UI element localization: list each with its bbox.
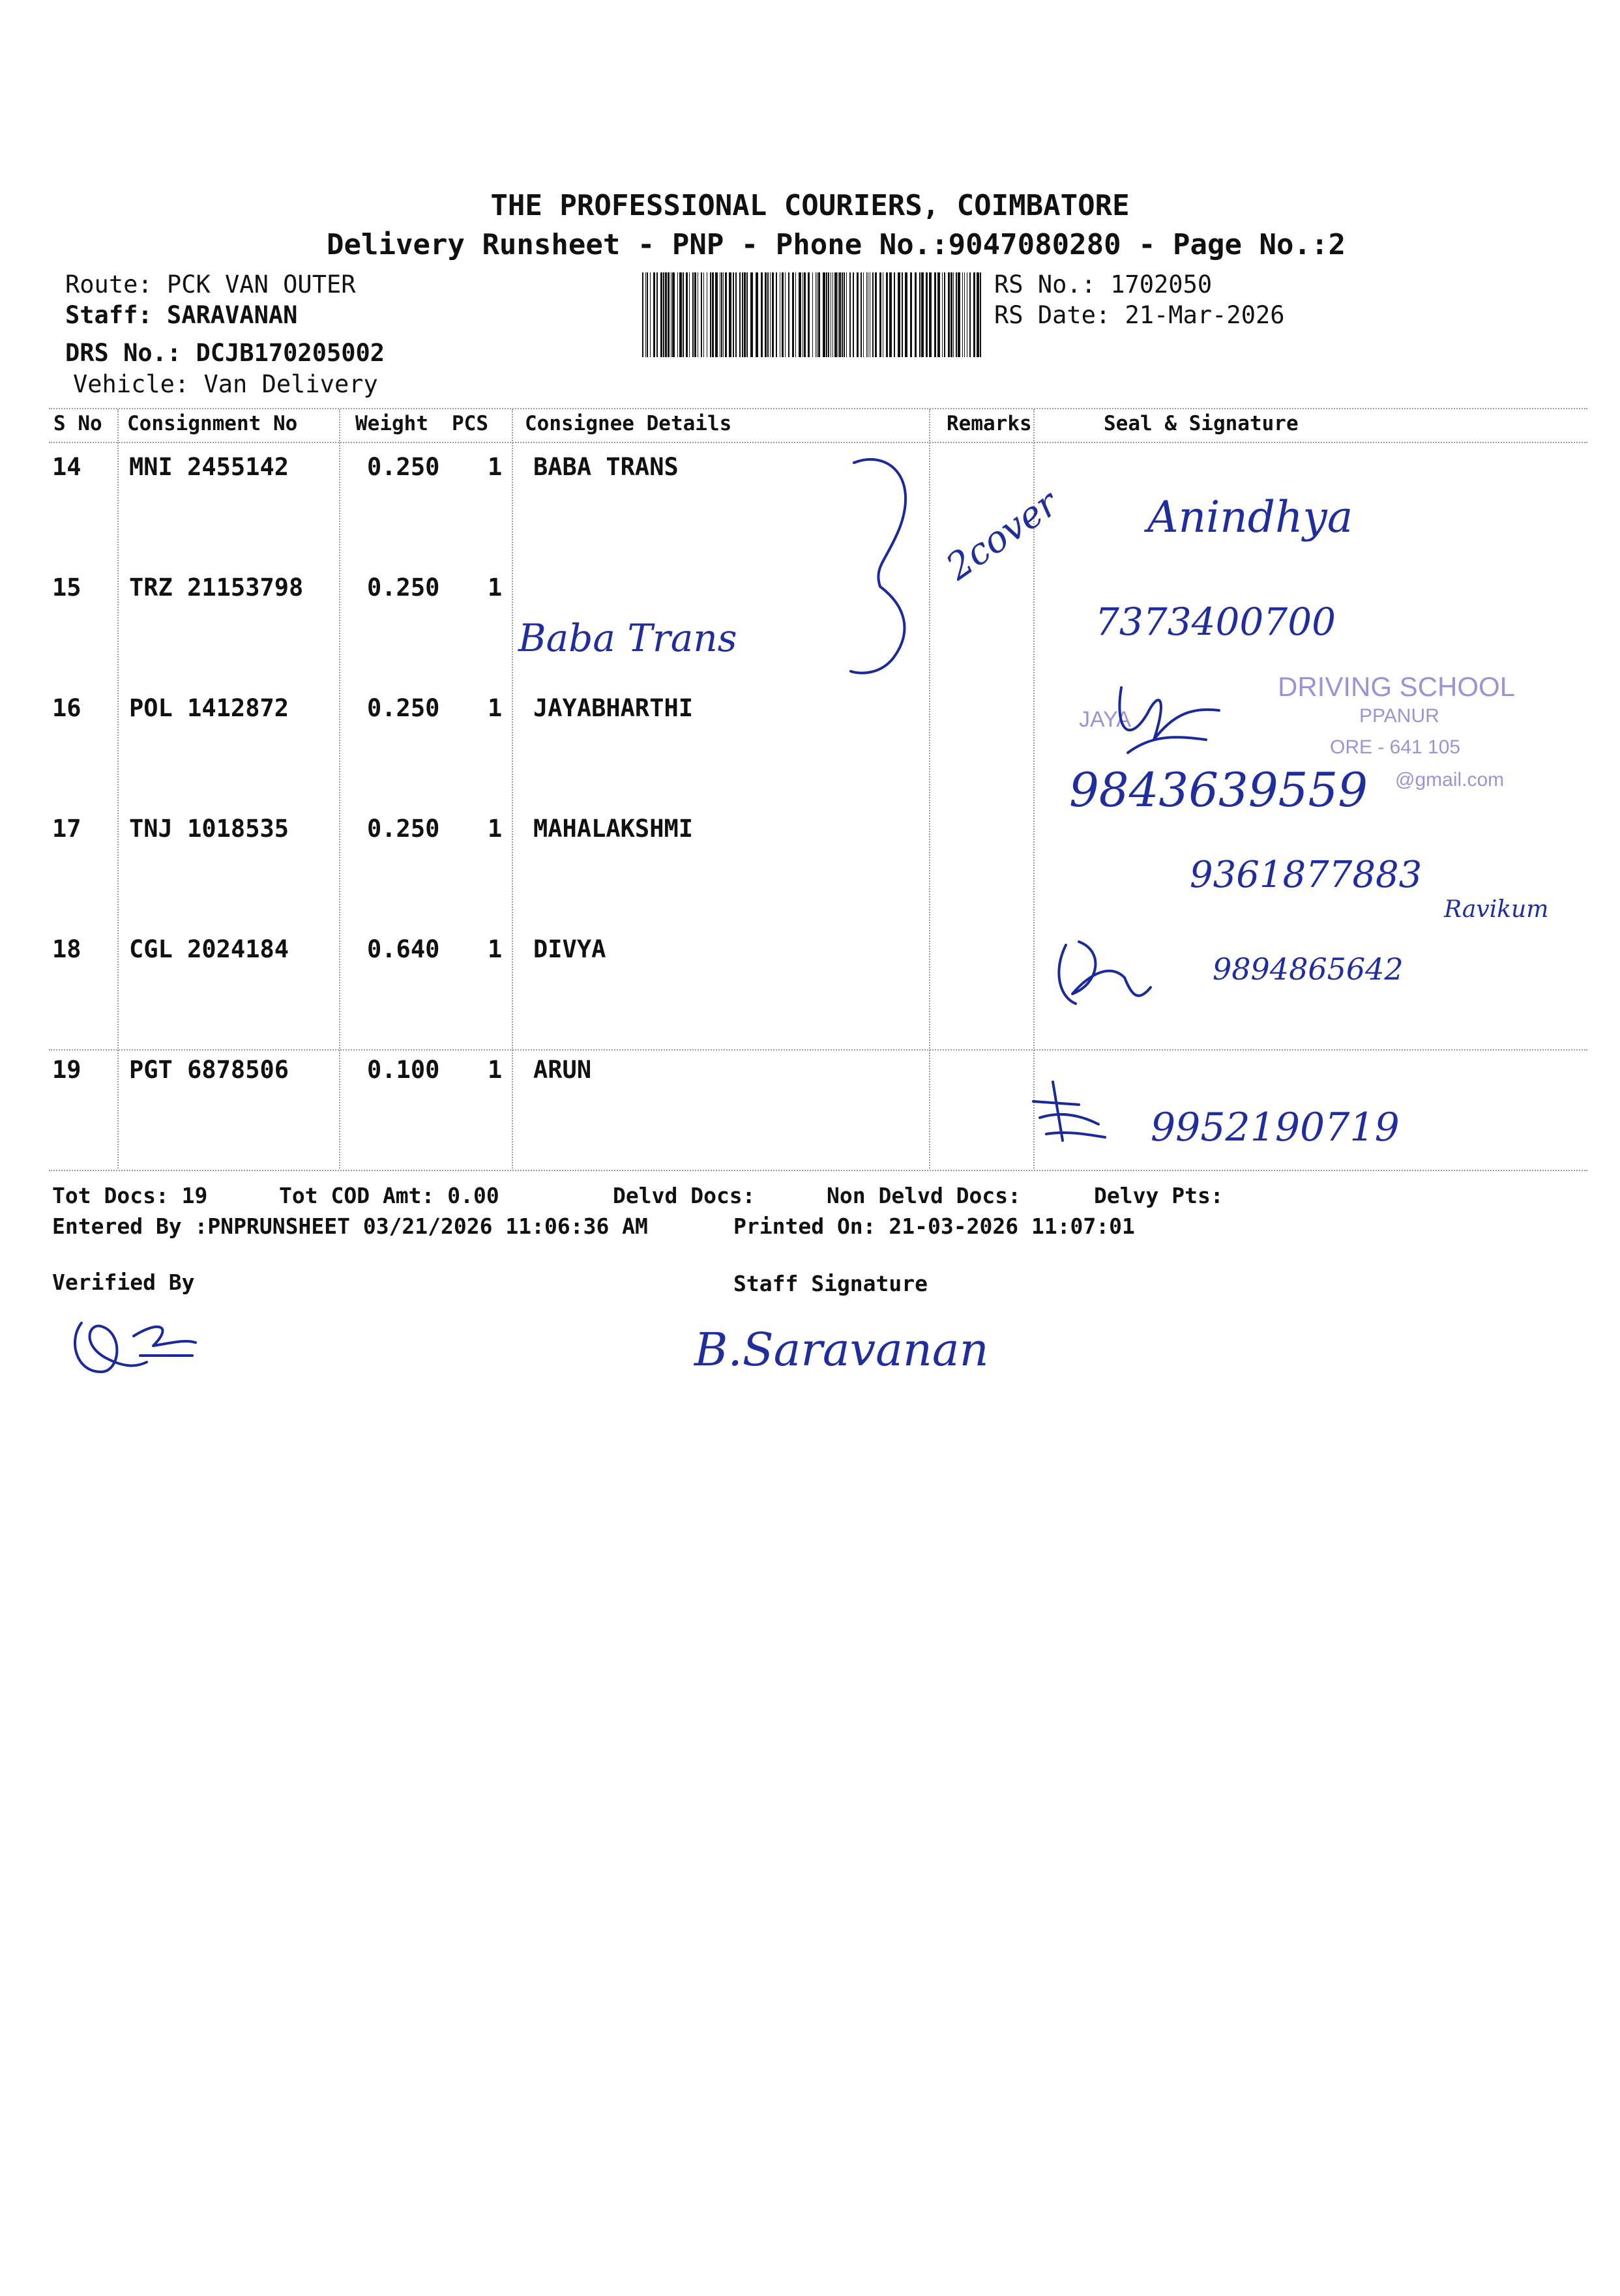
row-consignee: ARUN <box>533 1056 592 1084</box>
verifier-signature <box>62 1307 205 1385</box>
row-consignee: MAHALAKSHMI <box>533 815 694 843</box>
row-sno: 15 <box>52 574 81 602</box>
row-weight: 0.100 <box>367 1056 440 1084</box>
drs-number: DRS No.: DCJB170205002 <box>65 339 385 367</box>
row-sno: 14 <box>52 453 81 481</box>
col-header-consignment: Consignment No <box>127 412 298 435</box>
row-consignment-no: TNJ 1018535 <box>129 815 289 843</box>
table-header-rule <box>49 442 1587 443</box>
col-divider <box>117 409 119 1169</box>
row-sno: 16 <box>52 694 81 722</box>
row-weight: 0.250 <box>367 815 440 843</box>
row-consignment-no: PGT 6878506 <box>129 1056 289 1084</box>
row-sno: 19 <box>52 1056 81 1084</box>
route-label: Route: PCK VAN OUTER <box>65 270 356 298</box>
row-sno: 18 <box>52 935 81 963</box>
handwritten-name-row-17: Ravikum <box>1444 896 1549 923</box>
printed-on: Printed On: 21-03-2026 11:07:01 <box>733 1213 1135 1239</box>
entered-by: Entered By :PNPRUNSHEET 03/21/2026 11:06:36 AM <box>52 1213 648 1239</box>
signature-row-18 <box>1040 932 1170 1017</box>
row-weight: 0.640 <box>367 935 440 963</box>
vehicle-label: Vehicle: Van Delivery <box>73 370 378 398</box>
row-pcs: 1 <box>488 574 503 602</box>
staff-signature-label: Staff Signature <box>733 1271 928 1296</box>
row-weight: 0.250 <box>367 453 440 481</box>
handwritten-baba-trans: Baba Trans <box>518 616 737 660</box>
verified-by-label: Verified By <box>52 1270 195 1295</box>
row-consignee: JAYABHARTHI <box>533 694 694 722</box>
stamp-city-line: ORE - 641 105 <box>1330 736 1461 758</box>
stamp-email-line: @gmail.com <box>1395 769 1505 791</box>
table-top-rule <box>49 408 1587 409</box>
stamp-left-text: JAYA <box>1079 707 1131 732</box>
staff-label: Staff: SARAVANAN <box>65 301 298 329</box>
col-header-sno: S No <box>53 412 102 435</box>
rs-date: RS Date: 21-Mar-2026 <box>994 301 1285 329</box>
col-header-seal: Seal & Signature <box>1104 412 1299 435</box>
handwritten-phone-row-16: 9843639559 <box>1069 763 1368 817</box>
row-pcs: 1 <box>488 453 503 481</box>
company-title: THE PROFESSIONAL COURIERS, COIMBATORE <box>490 189 1130 222</box>
handwritten-phone-row-19: 9952190719 <box>1151 1105 1400 1150</box>
col-header-remarks: Remarks <box>947 412 1032 435</box>
runsheet-subtitle: Delivery Runsheet - PNP - Phone No.:9047080280 - Page No.:2 <box>327 228 1346 261</box>
table-bottom-rule <box>49 1170 1587 1171</box>
row-weight: 0.250 <box>367 694 440 722</box>
barcode-image <box>642 272 984 357</box>
handwritten-brace <box>847 450 926 684</box>
signature-row-16 <box>1108 675 1226 766</box>
col-header-consignee: Consignee Details <box>525 412 732 435</box>
handwritten-phone-row-15: 7373400700 <box>1095 600 1336 644</box>
col-divider <box>339 409 340 1169</box>
col-header-pcs: PCS <box>452 412 488 435</box>
rs-number: RS No.: 1702050 <box>994 270 1213 298</box>
row-consignment-no: CGL 2024184 <box>129 935 289 963</box>
delivery-points: Delvy Pts: <box>1094 1183 1224 1208</box>
row-consignment-no: POL 1412872 <box>129 694 289 722</box>
non-delivered-docs: Non Delvd Docs: <box>827 1183 1022 1208</box>
handwritten-phone-row-18: 9894865642 <box>1213 952 1404 987</box>
stamp-address-line: PPANUR <box>1359 705 1439 727</box>
col-divider <box>929 409 930 1169</box>
row-consignee: BABA TRANS <box>533 453 679 481</box>
col-header-weight: Weight <box>355 412 428 435</box>
row-consignee: DIVYA <box>533 935 606 963</box>
staff-signature: B.Saravanan <box>694 1323 989 1376</box>
row-consignment-no: MNI 2455142 <box>129 453 289 481</box>
row-pcs: 1 <box>488 694 503 722</box>
signature-row-14: Anindhya <box>1147 492 1353 542</box>
row-rule <box>49 1049 1587 1051</box>
total-docs: Tot Docs: 19 <box>52 1183 208 1208</box>
total-cod-amount: Tot COD Amt: 0.00 <box>279 1183 499 1208</box>
stamp-school-name: DRIVING SCHOOL <box>1278 671 1516 702</box>
row-pcs: 1 <box>488 1056 503 1084</box>
delivered-docs: Delvd Docs: <box>613 1183 756 1208</box>
signature-row-19 <box>1027 1075 1112 1147</box>
row-consignment-no: TRZ 21153798 <box>129 574 304 602</box>
row-weight: 0.250 <box>367 574 440 602</box>
row-pcs: 1 <box>488 935 503 963</box>
col-divider <box>512 409 513 1169</box>
handwritten-two-cover: 2cover <box>939 482 1066 589</box>
handwritten-phone-row-17: 9361877883 <box>1190 854 1422 896</box>
row-sno: 17 <box>52 815 81 843</box>
row-pcs: 1 <box>488 815 503 843</box>
